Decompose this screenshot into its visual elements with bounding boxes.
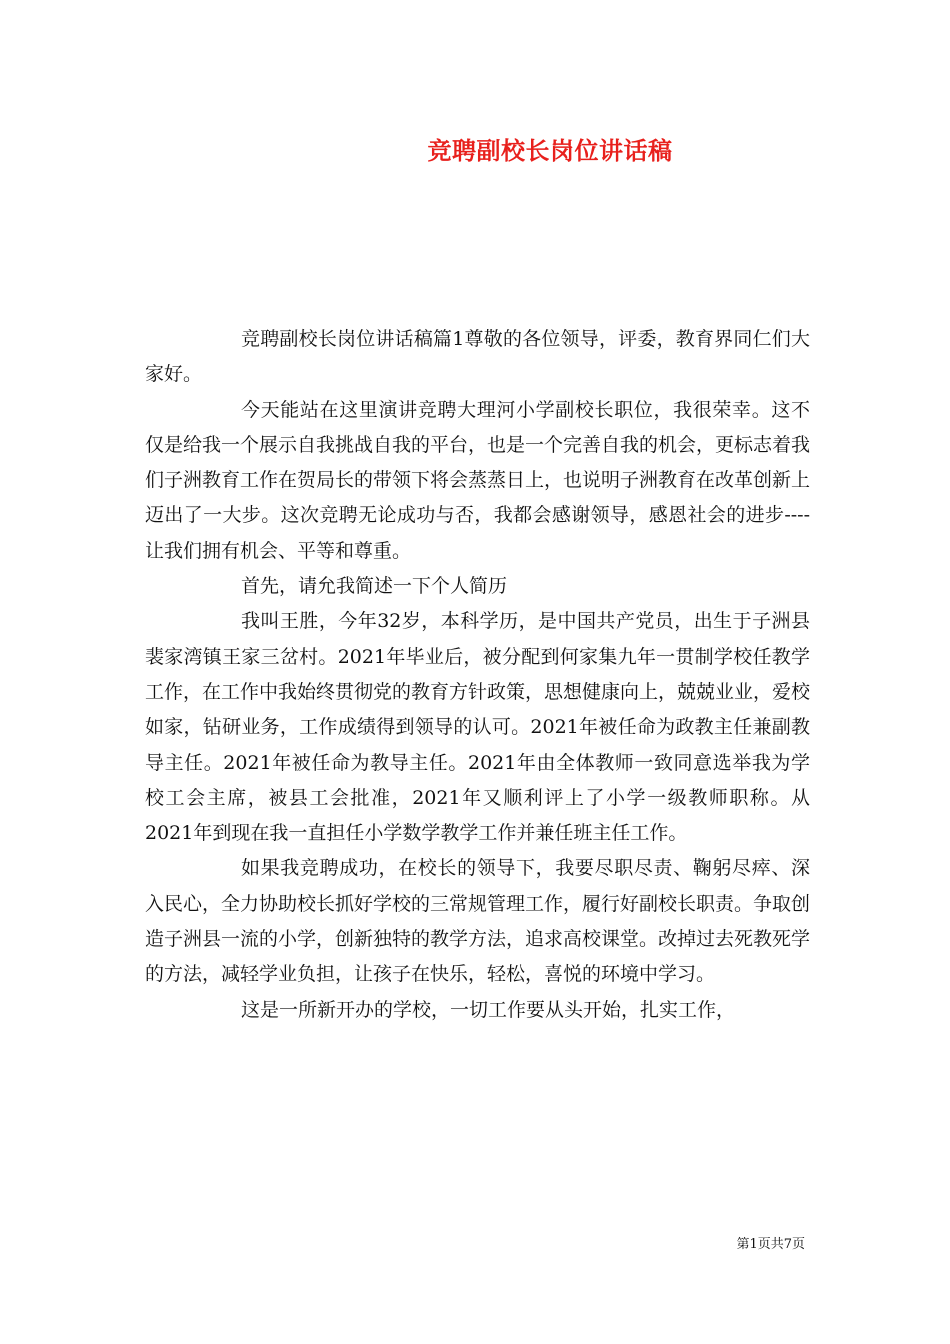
paragraph-6: 这是一所新开办的学校，一切工作要从头开始，扎实工作，	[241, 998, 736, 1021]
paragraph-1: 竞聘副校长岗位讲话稿篇1尊敬的各位领导，评委，教育界同仁们大家好。	[145, 328, 810, 386]
paragraph-5: 如果我竞聘成功，在校长的领导下，我要尽职尽责、鞠躬尽瘁、深入民心，全力协助校长抓好学校的三常规管理工作，履行好副校长职责。争取创造子洲县一流的小学，创新独特的教学方法，追求高校课堂。改掉过去死教死学的方法，减轻学业负担，让孩子在快乐，轻松，喜悦的环境中学习。	[145, 857, 811, 986]
document-title: 竞聘副校长岗位讲话稿	[427, 136, 673, 165]
document-body	[145, 322, 810, 1028]
paragraph-2: 今天能站在这里演讲竞聘大理河小学副校长职位，我很荣幸。这不仅是给我一个展示自我挑战自我的平台，也是一个完善自我的机会，更标志着我们子洲教育工作在贺局长的带领下将会蒸蒸日上，也说明子洲教育在改革创新上迈出了一大步。这次竞聘无论成功与否，我都会感谢领导，感恩社会的进步----让我们拥有机会、平等和尊重。	[145, 398, 811, 562]
page-number-footer: 第1页共7页	[736, 1237, 805, 1252]
paragraph-4: 我叫王胜，今年32岁，本科学历，是中国共产党员，出生于子洲县裴家湾镇王家三岔村。2021年毕业后，被分配到何家集九年一贯制学校任教学工作，在工作中我始终贯彻党的教育方针政策，思想健康向上，兢兢业业，爱校如家，钻研业务，工作成绩得到领导的认可。2021年被任命为政教主任兼副教导主任。2021年被任命为教导主任。2021年由全体教师一致同意选举我为学校工会主席，被县工会批准，2021年又顺利评上了小学一级教师职称。从2021年到现在我一直担任小学数学教学工作并兼任班主任工作。	[145, 610, 811, 845]
paragraph-3: 首先，请允我简述一下个人简历	[241, 575, 508, 598]
